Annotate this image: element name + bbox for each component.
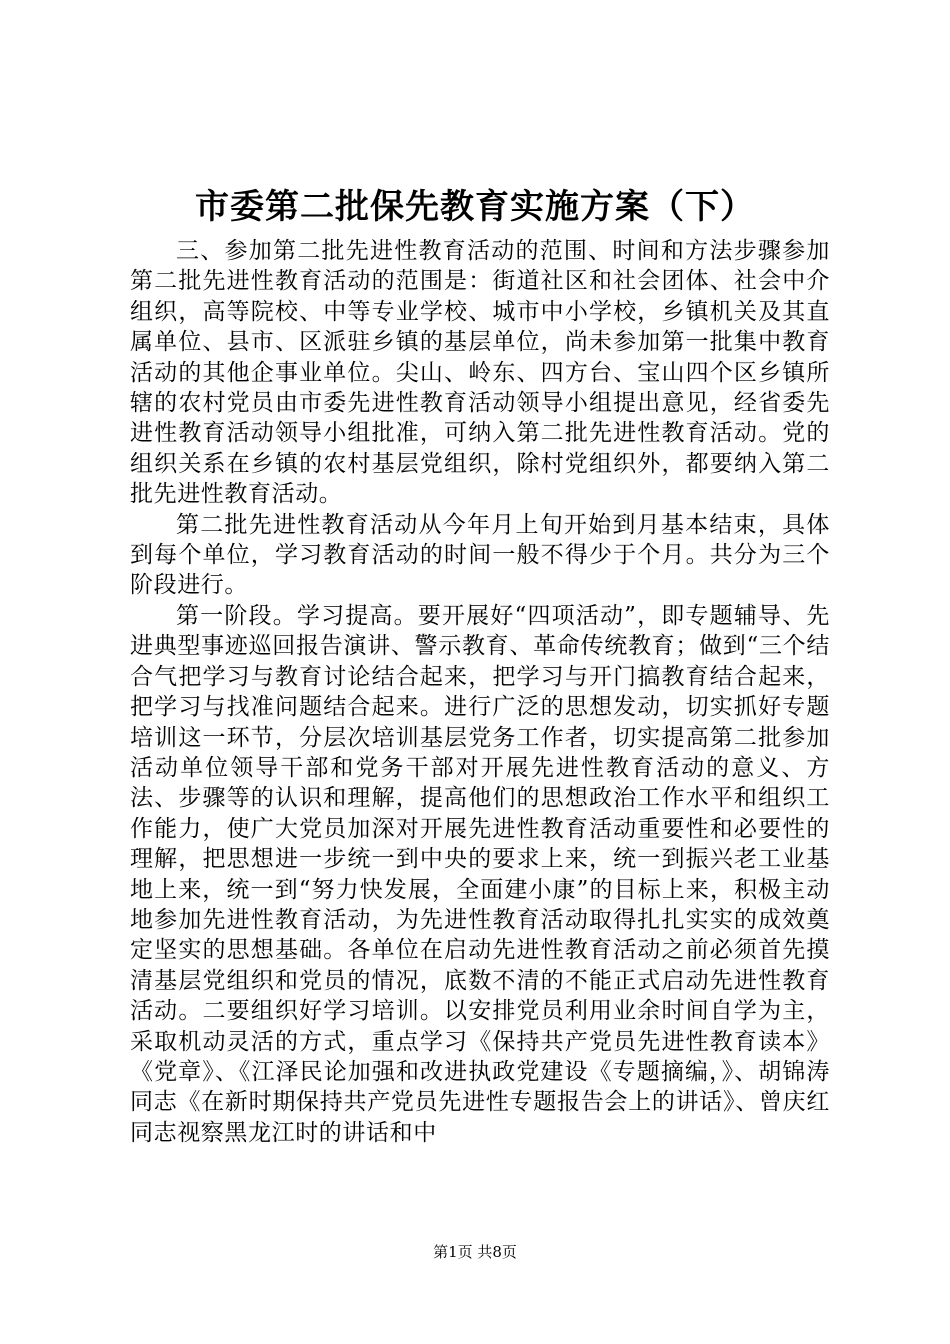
paragraph: 三、参加第二批先进性教育活动的范围、时间和方法步骤参加第二批先进性教育活动的范围是：街道社区和社会团体、社会中介组织，高等院校、中等专业学校、城市中小学校，乡镇机关及其直属单位、县市、区派驻乡镇的基层单位，尚未参加第一批集中教育活动的其他企事业单位。尖山、岭东、四方台、宝山四个区乡镇所辖的农村党员由市委先进性教育活动领导小组提出意见，经省委先进性教育活动领导小组批准，可纳入第二批先进性教育活动。党的组织关系在乡镇的农村基层党组织，除村党组织外，都要纳入第二批先进性教育活动。: [130, 238, 830, 508]
page-footer: 第1页 共8页: [433, 1243, 517, 1261]
paragraph: 第二批先进性教育活动从今年月上旬开始到月基本结束，具体到每个单位，学习教育活动的时间一般不得少于个月。共分为三个阶段进行。: [130, 511, 830, 599]
paragraph: 第一阶段。学习提高。要开展好“四项活动”，即专题辅导、先进典型事迹巡回报告演讲、警示教育、革命传统教育；做到“三个结合气把学习与教育讨论结合起来，把学习与开门搞教育结合起来，把学习与找准问题结合起来。进行广泛的思想发动，切实抓好专题培训这一环节，分层次培训基层党务工作者，切实提高第二批参加活动单位领导干部和党务干部对开展先进性教育活动的意义、方法、步骤等的认识和理解，提高他们的思想政治工作水平和组织工作能力，使广大党员加深对开展先进性教育活动重要性和必要性的理解，把思想进一步统一到中央的要求上来，统一到振兴老工业基地上来，统一到“努力快发展，全面建小康”的目标上来，积极主动地参加先进性教育活动，为先进性教育活动取得扎扎实实的成效奠定坚实的思想基础。各单位在启动先进性教育活动之前必须首先摸清基层党组织和党员的情况，底数不清的不能正式启动先进性教育活动。二要组织好学习培训。以安排党员利用业余时间自学为主，采取机动灵活的方式，重点学习《保持共产党员先进性教育读本》《党章》、《江泽民论加强和改进执政党建设《专题摘编，》、胡锦涛同志《在新时期保持共产党员先进性专题报告会上的讲话》、曾庆红同志视察黑龙江时的讲话和中: [130, 602, 830, 1146]
document-body: [130, 236, 830, 1148]
document-title: 市委第二批保先教育实施方案（下）: [195, 187, 755, 227]
